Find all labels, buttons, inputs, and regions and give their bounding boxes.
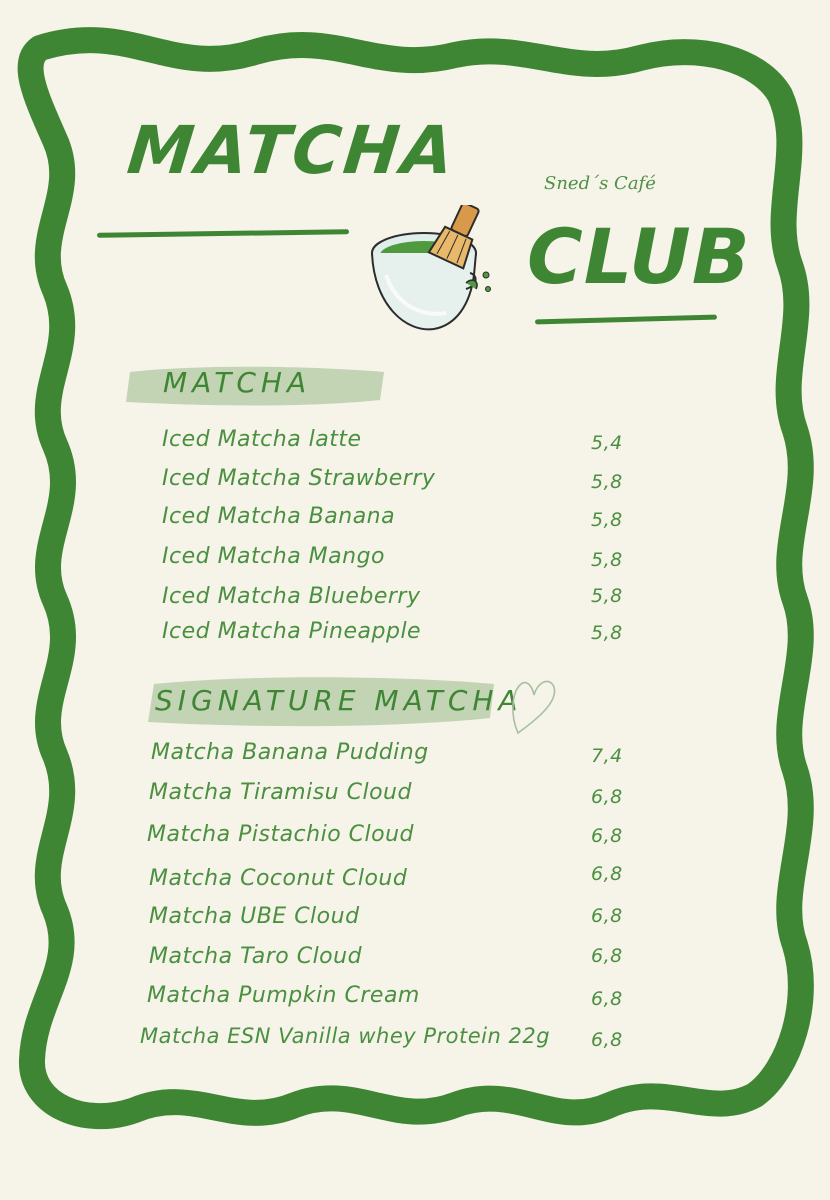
menu-item-name: Iced Matcha Blueberry [162,584,421,609]
menu-item-price: 6,8 [591,988,623,1010]
menu-item-price: 6,8 [591,863,623,885]
menu-item-name: Matcha Taro Cloud [149,944,363,969]
menu-item-price: 7,4 [591,745,623,767]
menu-item-name: Matcha ESN Vanilla whey Protein 22g [140,1024,551,1048]
section-title-signature: SIGNATURE MATCHA [155,684,523,717]
menu-item-name: Iced Matcha latte [162,427,362,452]
menu-item-name: Iced Matcha Pineapple [162,619,422,644]
menu-item-name: Matcha Pistachio Cloud [147,822,414,847]
menu-item-name: Iced Matcha Banana [162,504,396,529]
menu-item-price: 6,8 [591,905,623,927]
menu-item-price: 6,8 [591,825,623,847]
menu-item-price: 6,8 [591,945,623,967]
menu-item-name: Iced Matcha Strawberry [162,466,436,491]
matcha-bowl-whisk-icon [366,205,496,340]
menu-item-price: 5,8 [591,471,623,493]
menu-item-price: 5,8 [591,509,623,531]
menu-item-price: 5,8 [591,622,623,644]
menu-item-name: Iced Matcha Mango [162,544,386,569]
menu-item-price: 6,8 [591,1029,623,1051]
menu-item-name: Matcha Pumpkin Cream [147,983,420,1008]
menu-item-price: 5,8 [591,585,623,607]
title-matcha: MATCHA [123,112,461,189]
menu-item-price: 5,4 [591,432,623,454]
cafe-name: Sned´s Café [544,173,656,194]
menu-item-name: Matcha Coconut Cloud [149,866,408,891]
title-club: CLUB [527,212,751,301]
heart-outline-icon [510,675,558,737]
menu-item-name: Matcha Tiramisu Cloud [149,780,412,805]
menu-item-name: Matcha UBE Cloud [149,904,360,929]
section-title-matcha: MATCHA [163,366,312,399]
menu-item-name: Matcha Banana Pudding [151,740,429,765]
menu-item-price: 5,8 [591,549,623,571]
menu-item-price: 6,8 [591,786,623,808]
